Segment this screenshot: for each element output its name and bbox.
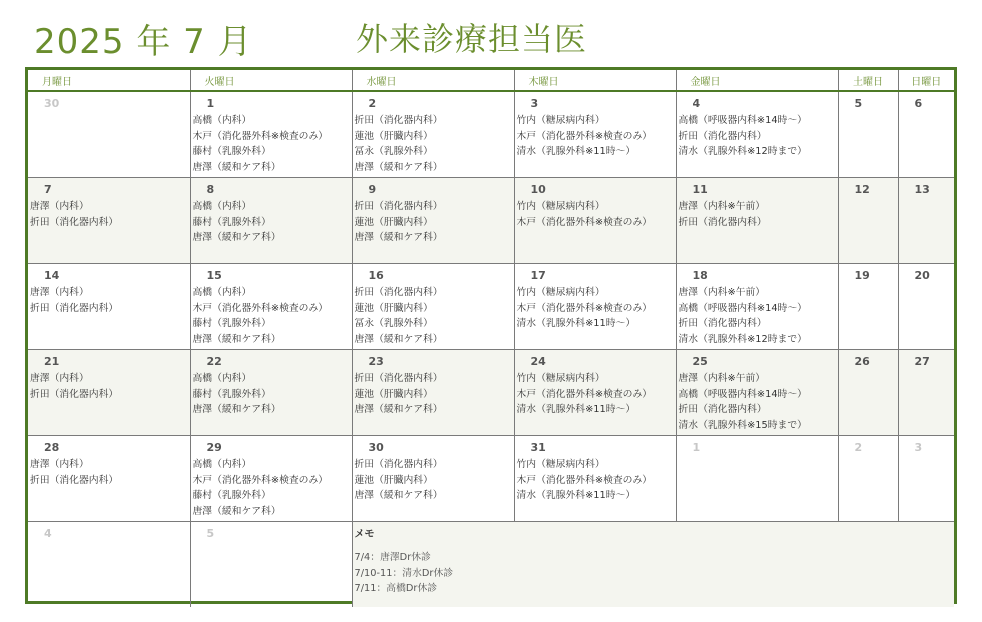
week-row-1 bbox=[28, 91, 954, 178]
day-number: 5 bbox=[854, 97, 863, 110]
day-number: 28 bbox=[44, 441, 60, 454]
doctor-entry: 唐澤（緩和ケア科） bbox=[354, 333, 443, 345]
doctor-entry: 唐澤（内科※午前） bbox=[678, 201, 766, 212]
doctor-entry: 高橋（内科） bbox=[192, 459, 252, 470]
doctor-entry: 折田（消化器内科） bbox=[678, 216, 767, 228]
weekday-header-row bbox=[28, 70, 954, 91]
weekday-tue: 火曜日 bbox=[190, 70, 352, 91]
day-number: 5 bbox=[206, 527, 215, 540]
doctor-entry: 木戸（消化器外科※検査のみ） bbox=[192, 302, 329, 314]
day-cell bbox=[352, 178, 514, 264]
day-cell bbox=[190, 350, 352, 436]
doctor-entry: 唐澤（緩和ケア科） bbox=[192, 505, 281, 517]
doctor-entry: 折田（消化器内科） bbox=[30, 388, 119, 400]
doctor-entry: 高橋（呼吸器内科※14時～） bbox=[678, 388, 807, 400]
day-cell bbox=[898, 178, 954, 264]
day-number: 4 bbox=[692, 97, 701, 110]
day-cell bbox=[676, 91, 838, 178]
doctor-entry: 折田（消化器内科） bbox=[30, 474, 119, 486]
day-cell bbox=[838, 178, 898, 264]
memo-title: メモ bbox=[354, 529, 375, 540]
day-number: 27 bbox=[914, 355, 930, 368]
day-cell bbox=[676, 178, 838, 264]
day-cell bbox=[898, 264, 954, 350]
day-number: 6 bbox=[914, 97, 923, 110]
doctor-entry: 清水（乳腺外科※11時～） bbox=[516, 404, 636, 415]
day-cell bbox=[28, 436, 190, 522]
week-row-4 bbox=[28, 350, 954, 436]
day-number: 11 bbox=[692, 183, 708, 196]
day-cell bbox=[352, 264, 514, 350]
day-number: 3 bbox=[914, 441, 923, 454]
day-cell bbox=[514, 178, 676, 264]
day-number: 30 bbox=[44, 97, 60, 110]
day-number: 16 bbox=[368, 269, 384, 282]
doctor-entry: 折田（消化器内科） bbox=[354, 201, 443, 212]
day-cell bbox=[838, 264, 898, 350]
day-cell bbox=[352, 436, 514, 522]
day-cell bbox=[190, 522, 352, 608]
day-number: 18 bbox=[692, 269, 708, 282]
day-number: 20 bbox=[914, 269, 930, 282]
doctor-entry: 唐澤（緩和ケア科） bbox=[192, 232, 281, 243]
memo-line: 7/10-11：清水Dr休診 bbox=[354, 567, 454, 579]
doctor-entry: 木戸（消化器外科※検査のみ） bbox=[192, 130, 329, 142]
doctor-entry: 蓮池（肝臓内科） bbox=[354, 130, 433, 142]
doctor-entry: 折田（消化器内科） bbox=[354, 459, 443, 470]
day-number: 29 bbox=[206, 441, 222, 454]
doctor-entry: 折田（消化器内科） bbox=[354, 373, 443, 384]
doctor-entry: 木戸（消化器外科※検査のみ） bbox=[516, 302, 653, 314]
doctor-entry: 木戸（消化器外科※検査のみ） bbox=[192, 474, 329, 486]
doctor-entry: 折田（消化器内科） bbox=[678, 318, 767, 329]
doctor-entry: 藤村（乳腺外科） bbox=[192, 216, 271, 228]
doctor-entry: 唐澤（内科） bbox=[30, 373, 89, 384]
day-cell bbox=[838, 350, 898, 436]
doctor-entry: 竹内（糖尿病内科） bbox=[516, 373, 605, 384]
day-cell bbox=[838, 91, 898, 178]
day-cell bbox=[190, 91, 352, 178]
day-cell bbox=[28, 350, 190, 436]
doctor-entry: 唐澤（緩和ケア科） bbox=[354, 161, 443, 173]
day-number: 4 bbox=[44, 527, 52, 540]
day-number: 7 bbox=[44, 183, 52, 196]
day-cell bbox=[514, 264, 676, 350]
day-number: 2 bbox=[854, 441, 863, 454]
doctor-entry: 折田（消化器内科） bbox=[30, 216, 119, 228]
doctor-entry: 折田（消化器内科） bbox=[678, 404, 767, 415]
doctor-entry: 清水（乳腺外科※11時～） bbox=[516, 490, 636, 501]
doctor-entry: 折田（消化器内科） bbox=[354, 287, 443, 298]
doctor-entry: 木戸（消化器外科※検査のみ） bbox=[516, 388, 653, 400]
doctor-entry: 清水（乳腺外科※11時～） bbox=[516, 318, 636, 329]
day-cell bbox=[28, 91, 190, 178]
weekday-thu: 木曜日 bbox=[514, 70, 676, 91]
doctor-entry: 唐澤（緩和ケア科） bbox=[354, 404, 443, 415]
doctor-entry: 唐澤（内科） bbox=[30, 459, 89, 470]
day-number: 1 bbox=[206, 97, 215, 110]
day-number: 8 bbox=[206, 183, 215, 196]
day-cell bbox=[898, 91, 954, 178]
weekday-fri: 金曜日 bbox=[676, 70, 838, 91]
weekday-mon: 月曜日 bbox=[28, 70, 190, 91]
doctor-entry: 高橋（内科） bbox=[192, 201, 252, 212]
doctor-entry: 唐澤（緩和ケア科） bbox=[354, 490, 443, 501]
doctor-entry: 木戸（消化器外科※検査のみ） bbox=[516, 474, 653, 486]
doctor-entry: 清水（乳腺外科※11時～） bbox=[516, 146, 636, 157]
day-number: 25 bbox=[692, 355, 708, 368]
day-number: 1 bbox=[692, 441, 701, 454]
doctor-entry: 高橋（内科） bbox=[192, 373, 252, 384]
day-number: 26 bbox=[854, 355, 870, 368]
doctor-entry: 唐澤（内科※午前） bbox=[678, 287, 766, 298]
doctor-entry: 唐澤（内科） bbox=[30, 287, 89, 298]
doctor-entry: 木戸（消化器外科※検査のみ） bbox=[516, 216, 653, 228]
day-number: 24 bbox=[530, 355, 546, 368]
doctor-entry: 冨永（乳腺外科） bbox=[354, 146, 433, 157]
doctor-entry: 高橋（呼吸器内科※14時～） bbox=[678, 302, 807, 314]
day-number: 12 bbox=[854, 183, 870, 196]
doctor-entry: 高橋（呼吸器内科※14時～） bbox=[678, 115, 807, 126]
doctor-entry: 高橋（内科） bbox=[192, 115, 252, 126]
weekday-wed: 水曜日 bbox=[352, 70, 514, 91]
day-cell bbox=[514, 350, 676, 436]
doctor-entry: 竹内（糖尿病内科） bbox=[516, 115, 605, 126]
day-cell bbox=[676, 436, 838, 522]
doctor-entry: 清水（乳腺外科※15時まで） bbox=[678, 419, 807, 431]
day-number: 31 bbox=[530, 441, 546, 454]
calendar-body bbox=[28, 91, 954, 607]
doctor-entry: 竹内（糖尿病内科） bbox=[516, 459, 605, 470]
doctor-entry: 清水（乳腺外科※12時まで） bbox=[678, 146, 807, 157]
calendar-table bbox=[28, 70, 954, 607]
doctor-entry: 折田（消化器内科） bbox=[678, 130, 767, 142]
day-cell bbox=[514, 91, 676, 178]
day-cell bbox=[514, 436, 676, 522]
day-number: 3 bbox=[530, 97, 539, 110]
day-number: 19 bbox=[854, 269, 870, 282]
day-cell bbox=[190, 436, 352, 522]
weekday-sat: 土曜日 bbox=[838, 70, 898, 91]
day-cell bbox=[352, 350, 514, 436]
day-number: 13 bbox=[914, 183, 930, 196]
day-number: 30 bbox=[368, 441, 384, 454]
day-number: 23 bbox=[368, 355, 384, 368]
doctor-entry: 竹内（糖尿病内科） bbox=[516, 201, 605, 212]
day-cell bbox=[28, 264, 190, 350]
day-cell bbox=[352, 91, 514, 178]
memo-line: 7/11：高橋Dr休診 bbox=[354, 583, 438, 594]
doctor-entry: 蓮池（肝臓内科） bbox=[354, 302, 433, 314]
week-row-2 bbox=[28, 178, 954, 264]
day-cell bbox=[898, 350, 954, 436]
day-cell bbox=[676, 350, 838, 436]
week-row-6 bbox=[28, 522, 954, 608]
week-row-5 bbox=[28, 436, 954, 522]
page-title: 外来診療担当医 bbox=[356, 20, 588, 58]
day-number: 17 bbox=[530, 269, 546, 282]
week-row-3 bbox=[28, 264, 954, 350]
day-cell bbox=[190, 178, 352, 264]
day-number: 15 bbox=[206, 269, 222, 282]
doctor-entry: 藤村（乳腺外科） bbox=[192, 318, 271, 329]
doctor-entry: 唐澤（内科） bbox=[30, 201, 89, 212]
memo-lines bbox=[353, 550, 955, 597]
doctor-entry: 冨永（乳腺外科） bbox=[354, 318, 433, 329]
day-cell bbox=[28, 522, 190, 608]
day-cell bbox=[28, 178, 190, 264]
day-cell bbox=[190, 264, 352, 350]
day-number: 21 bbox=[44, 355, 60, 368]
doctor-entry: 藤村（乳腺外科） bbox=[192, 146, 271, 157]
doctor-entry: 藤村（乳腺外科） bbox=[192, 388, 271, 400]
day-number: 10 bbox=[530, 183, 546, 196]
memo-cell bbox=[352, 522, 954, 608]
day-number: 22 bbox=[206, 355, 222, 368]
weekday-sun: 日曜日 bbox=[898, 70, 954, 91]
doctor-entry: 唐澤（緩和ケア科） bbox=[192, 161, 281, 173]
day-number: 2 bbox=[368, 97, 377, 110]
doctor-entry: 折田（消化器内科） bbox=[30, 302, 119, 314]
day-number: 9 bbox=[368, 183, 377, 196]
calendar bbox=[25, 67, 957, 604]
doctor-entry: 折田（消化器内科） bbox=[354, 115, 443, 126]
day-cell bbox=[838, 436, 898, 522]
doctor-entry: 高橋（内科） bbox=[192, 287, 252, 298]
doctor-entry: 蓮池（肝臓内科） bbox=[354, 216, 433, 228]
doctor-entry: 蓮池（肝臓内科） bbox=[354, 474, 433, 486]
day-cell bbox=[676, 264, 838, 350]
doctor-entry: 蓮池（肝臓内科） bbox=[354, 388, 433, 400]
doctor-entry: 竹内（糖尿病内科） bbox=[516, 287, 605, 298]
day-cell bbox=[898, 436, 954, 522]
doctor-entry: 藤村（乳腺外科） bbox=[192, 490, 271, 501]
doctor-entry: 清水（乳腺外科※12時まで） bbox=[678, 333, 807, 345]
day-number: 14 bbox=[44, 269, 60, 282]
doctor-entry: 唐澤（内科※午前） bbox=[678, 373, 766, 384]
doctor-entry: 木戸（消化器外科※検査のみ） bbox=[516, 130, 653, 142]
memo-line: 7/4：唐澤Dr休診 bbox=[354, 552, 431, 563]
doctor-entry: 唐澤（緩和ケア科） bbox=[354, 232, 443, 243]
doctor-entry: 唐澤（緩和ケア科） bbox=[192, 333, 281, 345]
doctor-entry: 唐澤（緩和ケア科） bbox=[192, 404, 281, 415]
month-heading: 2025 年 7 月 bbox=[34, 22, 253, 62]
